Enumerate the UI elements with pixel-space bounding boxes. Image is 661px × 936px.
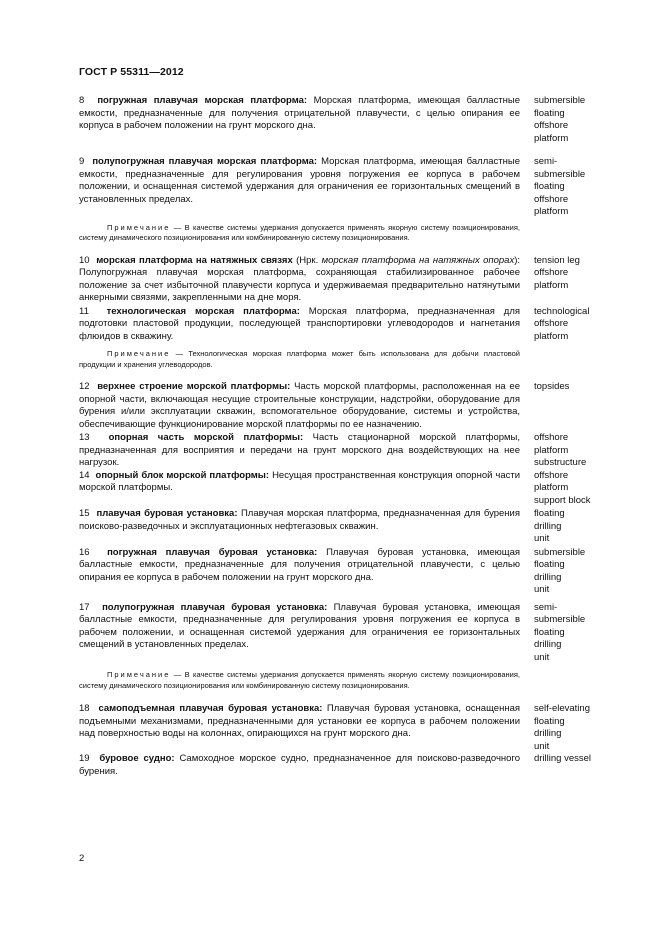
english-equivalent	[534, 602, 614, 665]
term-name: полупогружная плавучая буровая установка:	[102, 601, 328, 613]
term-name: плавучая буровая установка:	[96, 508, 238, 519]
english-term-line: platform	[534, 482, 569, 493]
term-definition: Морская платформа, имеющая балластные емкости, предназначенные для получения отрицательной плавучести, с целью опирания ее корпуса в рабочем положении на грунт морского дна.	[79, 95, 521, 131]
term-text	[79, 156, 520, 219]
english-term-line: unit	[534, 584, 550, 595]
note-text: В качестве системы удержания допускается применять якорную систему позиционирования, систему динамического позиционирования или комбинированную систему позиционирования.	[79, 222, 520, 242]
term-alias-prefix: (Нрк.	[296, 254, 319, 266]
term-name: погружная плавучая морская платформа:	[97, 95, 308, 106]
term-definition: Плавучая буровая установка, оснащенная подъемными механизмами, предназначенными для установки ее корпуса в рабочем положении над поверхностью воды на колоннах, опирающихся на грунт морского дна.	[79, 703, 520, 739]
term-name: буровое судно:	[99, 753, 175, 764]
term-entry-11	[79, 306, 614, 344]
term-entry-18	[79, 703, 614, 753]
term-entry-13	[79, 432, 614, 470]
english-term-line: semi-	[534, 156, 558, 167]
term-text	[79, 306, 520, 344]
english-equivalent	[534, 156, 614, 219]
term-name: морская платформа на натяжных связях	[96, 254, 293, 266]
term-number: 14	[79, 469, 90, 481]
term-entry-8	[79, 95, 614, 145]
term-text	[79, 381, 520, 431]
note-9: Примечание — В качестве системы удержания допускается применять якорную систему позиционирования, систему динамического позиционирования или комбинированную систему позиционирования.	[79, 222, 520, 242]
term-number: 17	[79, 601, 90, 613]
term-name: полупогружная плавучая морская платформа:	[92, 156, 318, 167]
term-name: технологическая морская платформа:	[106, 305, 300, 317]
english-term-line: submersible	[534, 168, 586, 180]
term-alias-suffix: ):	[514, 254, 521, 266]
note-label: Примечание	[107, 222, 171, 232]
term-number: 8	[79, 95, 85, 106]
term-definition: Морская платформа, предназначенная для подготовки пластовой продукции, последующей транспортировки углеводородов и нагнетания флюидов в скважину.	[79, 305, 521, 342]
english-term-line: platform	[534, 206, 569, 217]
english-term-line: submersible	[534, 614, 586, 625]
terms-list	[79, 95, 614, 778]
note-label: Примечание	[107, 349, 171, 358]
term-definition: Плавучая морская платформа, предназначенная для бурения поисково-разведочных и эксплуатационных нефтегазовых скважин.	[79, 508, 521, 532]
english-equivalent	[534, 255, 614, 305]
note-text: Технологическая морская платформа может быть использована для добычи пластовой продукции и хранения углеводородов.	[79, 349, 520, 369]
term-definition: Полупогружная плавучая морская платформа, сохраняющая стабилизированное рабочее положение за счет избыточной плавучести корпуса и удерживаемая предварительно натянутыми анкерными связями, закрепленными на дне моря.	[79, 267, 520, 303]
english-term-line: floating	[534, 715, 565, 727]
term-entry-9	[79, 156, 614, 219]
english-term-line: offshore	[534, 267, 569, 278]
term-number: 11	[79, 305, 89, 317]
english-term-line: submersible	[534, 546, 586, 558]
english-term-line: offshore	[534, 318, 569, 329]
term-name: опорный блок морской платформы:	[95, 469, 270, 481]
term-number: 19	[79, 753, 90, 764]
term-definition: Часть стационарной морской платформы, предназначенная для восприятия и передачи на грунт морского дна воздействующих на нее нагрузок.	[79, 432, 521, 468]
term-number: 18	[79, 703, 90, 714]
term-number: 9	[79, 156, 85, 167]
english-term-line: unit	[534, 533, 550, 544]
page-number: 2	[79, 853, 85, 864]
english-term-line: drilling	[534, 571, 562, 583]
english-term-line: drilling	[534, 639, 562, 650]
term-text	[79, 95, 520, 145]
english-equivalent	[534, 547, 614, 597]
term-name: самоподъемная плавучая буровая установка:	[98, 703, 323, 714]
english-term-line: platform	[534, 279, 569, 291]
english-term-line: floating	[534, 107, 565, 119]
english-term-line: drilling	[534, 520, 562, 532]
term-entry-16	[79, 547, 614, 597]
term-number: 13	[79, 432, 90, 443]
term-alias: морская платформа на натяжных опорах	[321, 254, 515, 266]
english-term-line: semi-	[534, 601, 558, 613]
term-entry-12	[79, 381, 614, 431]
term-name: погружная плавучая буровая установка:	[107, 546, 318, 558]
note-11: Примечание — Технологическая морская платформа может быть использована для добычи пластовой продукции и хранения углеводородов.	[79, 349, 520, 369]
note-text: В качестве системы удержания допускается применять якорную систему позиционирования, систему динамического позиционирования или комбинированную систему позиционирования.	[79, 670, 520, 690]
term-number: 10	[79, 254, 90, 266]
term-definition: Плавучая буровая установка, имеющая балластные емкости, предназначенные для регулирования уровня погружения ее корпуса в рабочем положении, и оснащенная системой удержания для ограничения ее горизонтальных смещений в установленных пределах.	[79, 601, 521, 650]
term-definition: Плавучая буровая установка, имеющая балластные емкости, предназначенные для получения отрицательной плавучести, с целью опирания ее корпуса в рабочем положении на грунт морского дна.	[79, 546, 521, 583]
english-equivalent	[534, 306, 614, 344]
english-term-line: offshore	[534, 193, 569, 205]
term-text	[79, 255, 520, 305]
term-text	[79, 602, 520, 665]
term-definition: Несущая пространственная конструкция опорной части морской платформы.	[79, 469, 521, 493]
english-equivalent	[534, 470, 614, 508]
term-name: опорная часть морской платформы:	[108, 432, 304, 443]
note-label: Примечание	[107, 670, 171, 679]
english-term-line: self-elevating	[534, 703, 590, 714]
term-definition: Морская платформа, имеющая балластные емкости, предназначенные для регулирования уровня погружения ее корпуса в рабочем положении, и оснащенная системой удержания для ограничения ее горизонтальных смещений в установленных пределах.	[79, 156, 521, 205]
english-term-line: drilling vessel	[534, 753, 592, 764]
term-definition: Самоходное морское судно, предназначенное для поисково-разведочного бурения.	[79, 753, 520, 777]
english-equivalent	[534, 95, 614, 145]
english-term-line: tension leg	[534, 254, 580, 266]
term-entry-17	[79, 602, 614, 665]
term-text	[79, 470, 520, 508]
english-term-line: support block	[534, 494, 591, 506]
english-equivalent	[534, 703, 614, 753]
term-number: 16	[79, 546, 90, 558]
english-term-line: floating	[534, 626, 565, 638]
term-entry-10	[79, 255, 614, 305]
english-equivalent	[534, 753, 614, 778]
term-text	[79, 508, 520, 546]
term-number: 12	[79, 381, 90, 392]
english-term-line: offshore	[534, 120, 569, 131]
english-equivalent	[534, 381, 614, 431]
english-term-line: offshore	[534, 469, 569, 481]
english-term-line: floating	[534, 508, 565, 519]
english-term-line: floating	[534, 181, 565, 192]
english-term-line: platform	[534, 444, 569, 456]
term-text	[79, 432, 520, 470]
english-equivalent	[534, 432, 614, 470]
english-term-line: platform	[534, 132, 569, 144]
english-term-line: topsides	[534, 381, 570, 392]
note-17: Примечание — В качестве системы удержания допускается применять якорную систему позиционирования, систему динамического позиционирования или комбинированную систему позиционирования.	[79, 670, 520, 690]
english-equivalent	[534, 508, 614, 546]
term-entry-15	[79, 508, 614, 546]
english-term-line: drilling	[534, 728, 562, 739]
english-term-line: substructure	[534, 457, 587, 468]
term-text	[79, 753, 520, 778]
english-term-line: floating	[534, 559, 565, 570]
english-term-line: unit	[534, 740, 550, 752]
english-term-line: offshore	[534, 432, 569, 443]
term-entry-14	[79, 470, 614, 508]
english-term-line: technological	[534, 305, 590, 317]
term-text	[79, 547, 520, 597]
english-term-line: submersible	[534, 95, 586, 106]
term-text	[79, 703, 520, 753]
document-header: ГОСТ Р 55311—2012	[79, 66, 184, 78]
english-term-line: platform	[534, 330, 569, 342]
term-definition: Часть морской платформы, расположенная на ее опорной части, включающая несущие строительные конструкции, надстройки, оборудование для бурения и/или эксплуатации скважин, вспомогательное оборудование, системы и устройства, обеспечивающие функционирование морской платформы по ее назначению.	[79, 381, 521, 430]
term-number: 15	[79, 508, 90, 519]
english-term-line: unit	[534, 651, 550, 663]
term-name: верхнее строение морской платформы:	[97, 381, 291, 392]
term-entry-19	[79, 753, 614, 778]
